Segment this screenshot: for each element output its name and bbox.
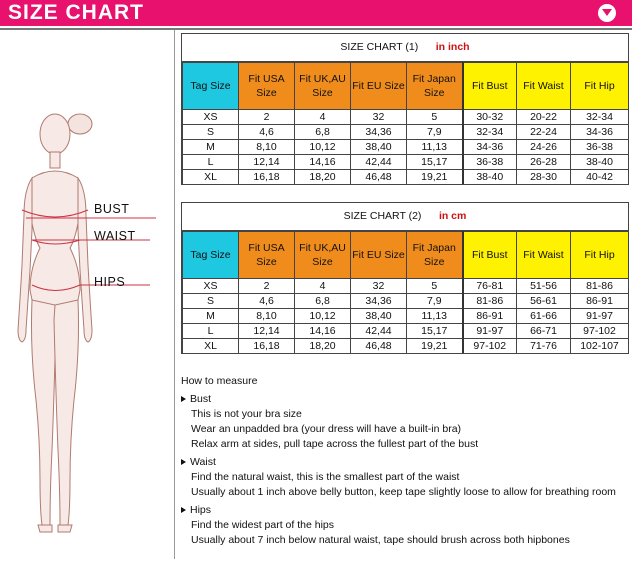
table-cell: 34,36	[351, 294, 407, 309]
table-cell: 32-34	[463, 125, 517, 140]
column-header: Fit UK,AU Size	[295, 232, 351, 279]
table-cell: 16,18	[239, 339, 295, 354]
table-cell: 15,17	[407, 324, 463, 339]
table-cell: S	[183, 294, 239, 309]
table-cell: 22-24	[517, 125, 571, 140]
table-row	[183, 294, 629, 309]
column-header: Fit Waist	[517, 232, 571, 279]
table-cell: 32	[351, 110, 407, 125]
table-cell: 4	[295, 279, 351, 294]
table-cell: 46,48	[351, 339, 407, 354]
table-cell: 16,18	[239, 170, 295, 185]
table-cell: 91-97	[463, 324, 517, 339]
table-cell: 6,8	[295, 294, 351, 309]
hips-label: HIPS	[94, 275, 126, 289]
table-cell: 18,20	[295, 339, 351, 354]
howto-line: Relax arm at sides, pull tape across the fullest part of the bust	[191, 438, 479, 450]
section-title-text: Hips	[190, 504, 212, 516]
table-cell: 5	[407, 279, 463, 294]
howto-section-title	[181, 503, 631, 518]
howto-line: Find the natural waist, this is the smallest part of the waist	[191, 471, 460, 483]
table-cell: 2	[239, 279, 295, 294]
table-cell: 24-26	[517, 140, 571, 155]
table-cell: 10,12	[295, 309, 351, 324]
table-cell: 15,17	[407, 155, 463, 170]
table-cell: 12,14	[239, 155, 295, 170]
triangle-bullet-icon	[181, 459, 186, 465]
column-header: Fit UK,AU Size	[295, 63, 351, 110]
table-cell: 40-42	[571, 170, 629, 185]
waist-label: WAIST	[94, 229, 136, 243]
howto-section-title	[181, 392, 631, 407]
column-header: Fit USA Size	[239, 232, 295, 279]
table-cell: 6,8	[295, 125, 351, 140]
column-header: Fit Japan Size	[407, 232, 463, 279]
howto-section	[181, 455, 631, 500]
table-row	[183, 279, 629, 294]
table-cell: 34-36	[571, 125, 629, 140]
table-cell: 2	[239, 110, 295, 125]
column-header: Fit Waist	[517, 63, 571, 110]
column-header: Fit EU Size	[351, 63, 407, 110]
table-cell: 97-102	[463, 339, 517, 354]
table-cell: 4,6	[239, 125, 295, 140]
howto-section	[181, 503, 631, 548]
table-cell: 32-34	[571, 110, 629, 125]
column-header: Tag Size	[183, 63, 239, 110]
table-cell: 42,44	[351, 155, 407, 170]
table-row	[183, 339, 629, 354]
table-cell: XS	[183, 110, 239, 125]
caption-text: SIZE CHART (1)	[340, 41, 419, 53]
howto-line: Wear an unpadded bra (your dress will have a built-in bra)	[191, 423, 462, 435]
table-cell: L	[183, 155, 239, 170]
column-header: Fit Hip	[571, 63, 629, 110]
table-cell: 38,40	[351, 309, 407, 324]
table-cell: 12,14	[239, 324, 295, 339]
table-cell: 97-102	[571, 324, 629, 339]
chevron-down-icon[interactable]	[598, 4, 616, 22]
table-cell: 18,20	[295, 170, 351, 185]
table-row	[183, 110, 629, 125]
column-header: Fit Japan Size	[407, 63, 463, 110]
howto-line: Find the widest part of the hips	[191, 519, 334, 531]
unit-label: in cm	[438, 210, 467, 222]
page-title: SIZE CHART	[8, 1, 144, 24]
table-row	[183, 324, 629, 339]
table-cell: 38-40	[463, 170, 517, 185]
howto-section-title	[181, 455, 631, 470]
table-cell: 4,6	[239, 294, 295, 309]
triangle-bullet-icon	[181, 396, 186, 402]
table-cell: 86-91	[571, 294, 629, 309]
size-chart-cm	[181, 202, 629, 354]
table-cell: 71-76	[517, 339, 571, 354]
table-row	[183, 309, 629, 324]
table-cell: 76-81	[463, 279, 517, 294]
table-cell: 102-107	[571, 339, 629, 354]
table-cell: L	[183, 324, 239, 339]
bust-label: BUST	[94, 202, 130, 216]
table-cell: 28-30	[517, 170, 571, 185]
table-cell: M	[183, 309, 239, 324]
table-cell: 91-97	[571, 309, 629, 324]
table-cell: 26-28	[517, 155, 571, 170]
table-cell: 51-56	[517, 279, 571, 294]
table-cell: 61-66	[517, 309, 571, 324]
table-cell: 19,21	[407, 339, 463, 354]
column-header: Fit EU Size	[351, 232, 407, 279]
column-header: Fit Bust	[463, 232, 517, 279]
table-cell: 30-32	[463, 110, 517, 125]
triangle-bullet-icon	[181, 507, 186, 513]
table-cell: 32	[351, 279, 407, 294]
table-row	[183, 125, 629, 140]
header-divider	[0, 28, 632, 30]
section-title-text: Waist	[190, 456, 216, 468]
table-cell: 19,21	[407, 170, 463, 185]
column-header: Fit Bust	[463, 63, 517, 110]
table-caption	[182, 203, 628, 231]
table-cell: 56-61	[517, 294, 571, 309]
header-bar	[0, 0, 632, 26]
table-caption	[182, 34, 628, 62]
howto-section	[181, 392, 631, 452]
table-cell: 11,13	[407, 140, 463, 155]
how-to-measure	[181, 374, 631, 548]
table-cell: 42,44	[351, 324, 407, 339]
column-header: Fit Hip	[571, 232, 629, 279]
body-figure	[0, 40, 174, 559]
howto-line: Usually about 7 inch below natural waist, tape should brush across both hipbones	[191, 534, 570, 546]
table-cell: XL	[183, 170, 239, 185]
table-row	[183, 170, 629, 185]
table-cell: 34,36	[351, 125, 407, 140]
column-header: Fit USA Size	[239, 63, 295, 110]
howto-line: This is not your bra size	[191, 408, 302, 420]
table-cell: 86-91	[463, 309, 517, 324]
column-header: Tag Size	[183, 232, 239, 279]
table-cell: 8,10	[239, 140, 295, 155]
table-cell: 5	[407, 110, 463, 125]
table-cell: 20-22	[517, 110, 571, 125]
table-cell: 11,13	[407, 309, 463, 324]
howto-line: Usually about 1 inch above belly button, keep tape slightly loose to allow for breathing room	[191, 486, 616, 498]
table-cell: 14,16	[295, 324, 351, 339]
table-cell: 38-40	[571, 155, 629, 170]
table-cell: 7,9	[407, 125, 463, 140]
table-cell: 66-71	[517, 324, 571, 339]
table-cell: 81-86	[463, 294, 517, 309]
table-cell: S	[183, 125, 239, 140]
table-cell: 36-38	[463, 155, 517, 170]
table-cell: XL	[183, 339, 239, 354]
table-cell: 10,12	[295, 140, 351, 155]
column-divider	[174, 30, 175, 559]
caption-text: SIZE CHART (2)	[343, 210, 422, 222]
table-cell: M	[183, 140, 239, 155]
table-cell: 38,40	[351, 140, 407, 155]
table-cell: 7,9	[407, 294, 463, 309]
unit-label: in inch	[435, 41, 470, 53]
table-cell: 8,10	[239, 309, 295, 324]
table-cell: XS	[183, 279, 239, 294]
table-row	[183, 140, 629, 155]
table-cell: 4	[295, 110, 351, 125]
howto-heading: How to measure	[181, 375, 258, 387]
size-chart-inch	[181, 33, 629, 185]
table-row	[183, 155, 629, 170]
table-cell: 34-36	[463, 140, 517, 155]
table-cell: 81-86	[571, 279, 629, 294]
table-cell: 46,48	[351, 170, 407, 185]
section-title-text: Bust	[190, 393, 212, 405]
table-cell: 14,16	[295, 155, 351, 170]
table-cell: 36-38	[571, 140, 629, 155]
woman-silhouette-icon	[0, 40, 174, 559]
